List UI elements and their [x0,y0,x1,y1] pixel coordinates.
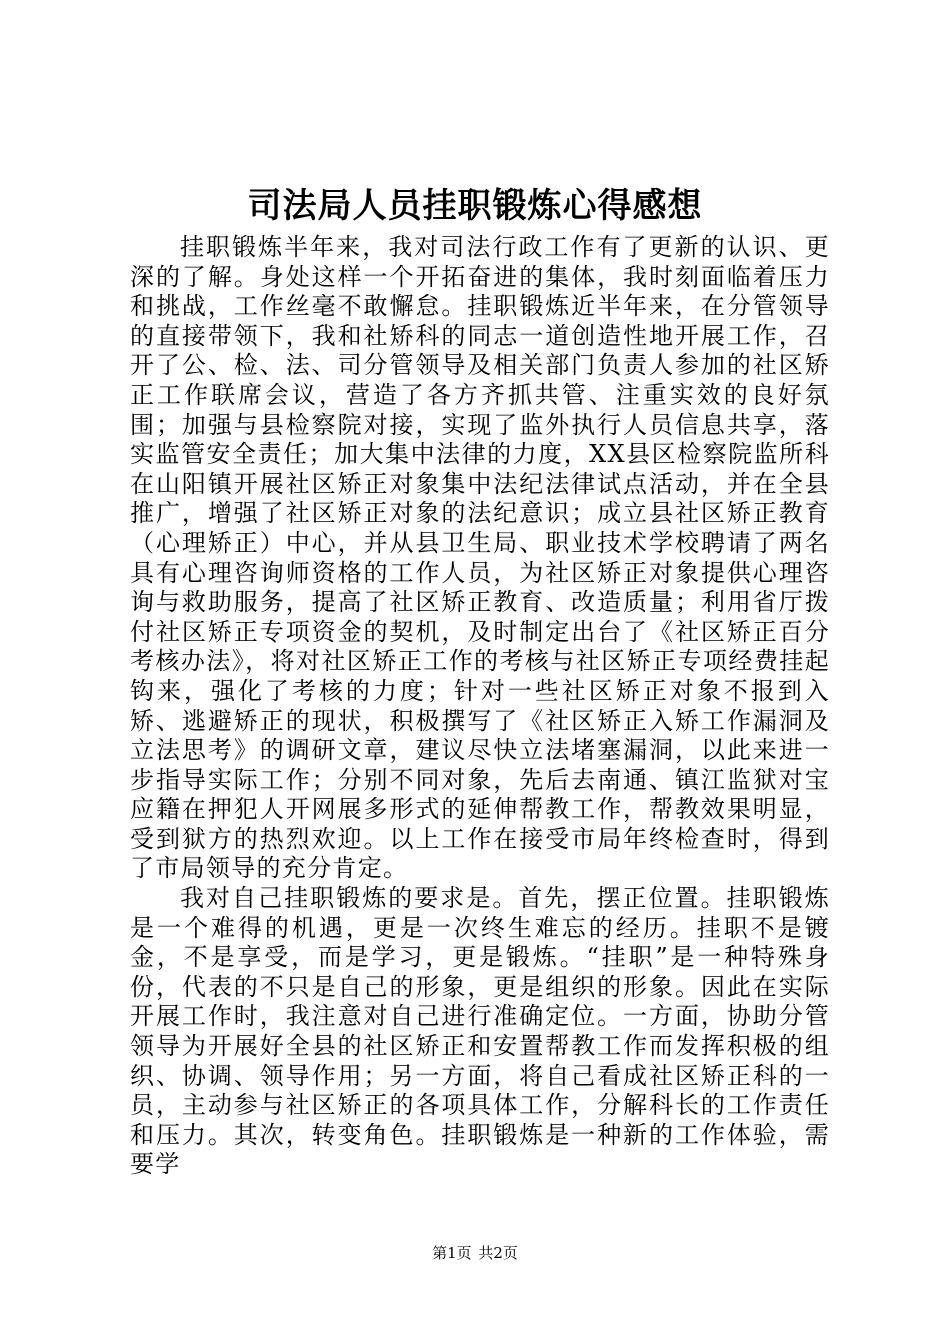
page-number: 第1页 [432,1244,472,1262]
paragraph-1: 挂职锻炼半年来，我对司法行政工作有了更新的认识、更深的了解。身处这样一个开拓奋进的集体，我时刻面临着压力和挑战，工作丝毫不敢懈怠。挂职锻炼近半年来，在分管领导的直接带领下，我和社矫科的同志一道创造性地开展工作，召开了公、检、法、司分管领导及相关部门负责人参加的社区矫正工作联席会议，营造了各方齐抓共管、注重实效的良好氛围；加强与县检察院对接，实现了监外执行人员信息共享，落实监管安全责任；加大集中法律的力度，XX县区检察院监所科在山阳镇开展社区矫正对象集中法纪法律试点活动，并在全县推广，增强了社区矫正对象的法纪意识；成立县社区矫正教育（心理矫正）中心，并从县卫生局、职业技术学校聘请了两名具有心理咨询师资格的工作人员，为社区矫正对象提供心理咨询与救助服务，提高了社区矫正教育、改造质量；利用省厅拨付社区矫正专项资金的契机，及时制定出台了《社区矫正百分考核办法》，将对社区矫正工作的考核与社区矫正专项经费挂起钩来，强化了考核的力度；针对一些社区矫正对象不报到入矫、逃避矫正的现状，积极撰写了《社区矫正入矫工作漏洞及立法思考》的调研文章，建议尽快立法堵塞漏洞，以此来进一步指导实际工作；分别不同对象，先后去南通、镇江监狱对宝应籍在押犯人开网展多形式的延伸帮教工作，帮教效果明显，受到狱方的热烈欢迎。以上工作在接受市局年终检查时，得到了市局领导的充分肯定。 [130,233,830,883]
document-body [130,233,830,1180]
page-total: 共2页 [478,1244,518,1262]
page-footer [0,1243,950,1263]
document-title: 司法局人员挂职锻炼心得感想 [247,186,703,226]
paragraph-2: 我对自己挂职锻炼的要求是。首先，摆正位置。挂职锻炼是一个难得的机遇，更是一次终生难忘的经历。挂职不是镀金，不是享受，而是学习，更是锻炼。“挂职”是一种特殊身份，代表的不只是自己的形象，更是组织的形象。因此在实际开展工作时，我注意对自己进行准确定位。一方面，协助分管领导为开展好全县的社区矫正和安置帮教工作而发挥积极的组织、协调、领导作用；另一方面，将自己看成社区矫正科的一员，主动参与社区矫正的各项具体工作，分解科长的工作责任和压力。其次，转变角色。挂职锻炼是一种新的工作体验，需要学 [130,884,830,1179]
